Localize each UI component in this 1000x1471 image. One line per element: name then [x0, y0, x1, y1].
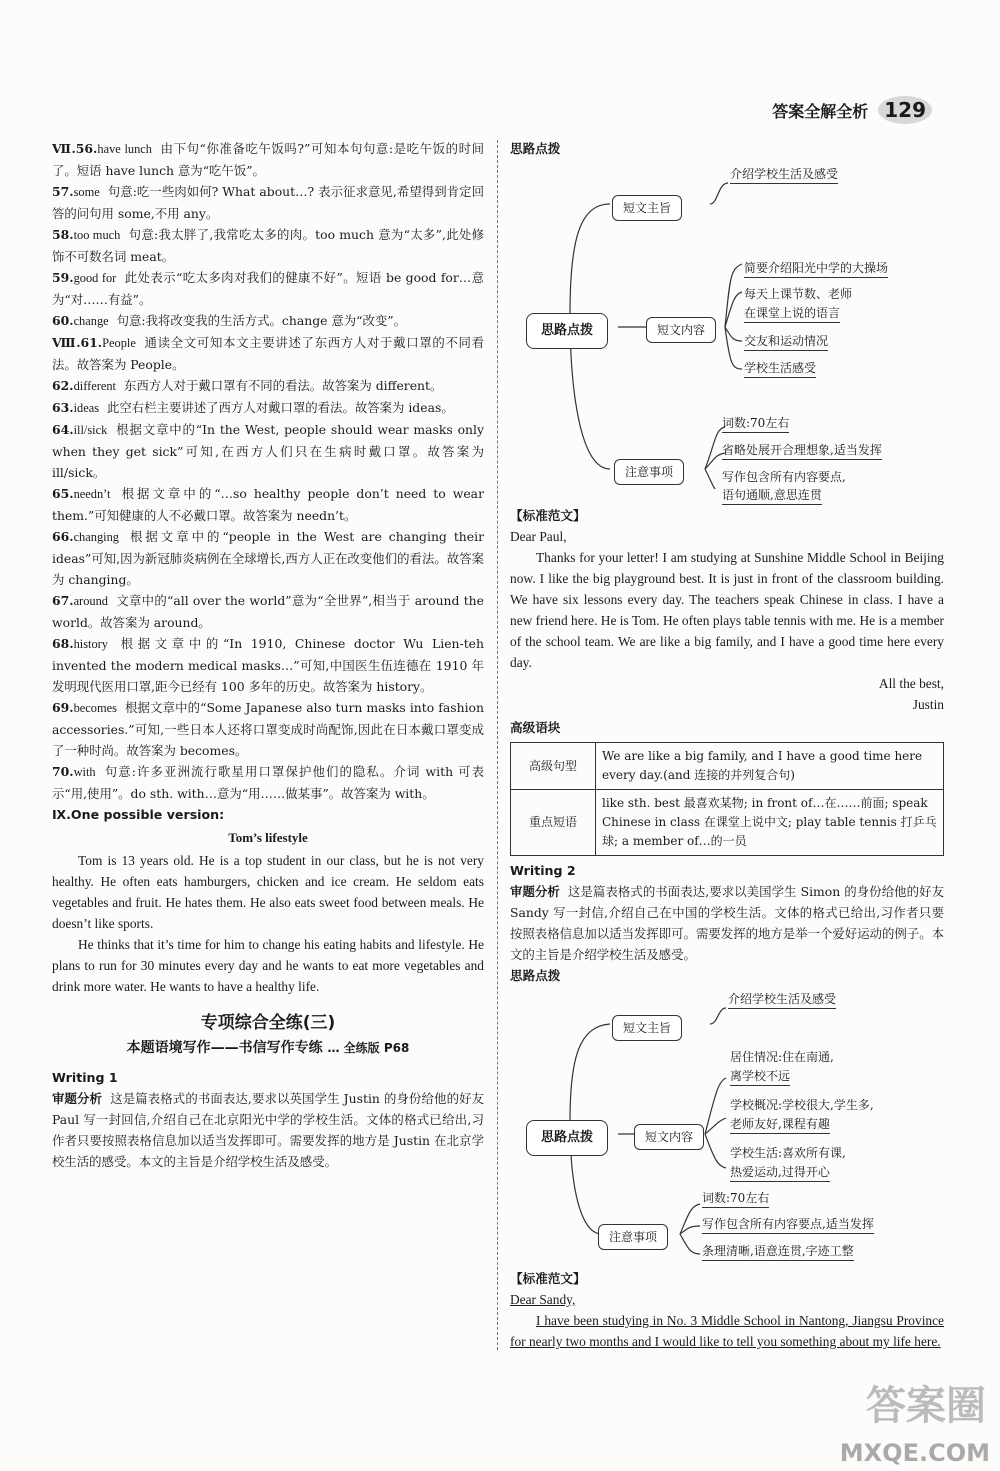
- mindmap1-leaf: 省略处展开合理想象,适当发挥: [722, 441, 882, 460]
- letter1-signature: Justin: [912, 697, 944, 712]
- answer-explanation: 文章中的“all over the world”意为“全世界”,相当于 around the world。故答案为 around。: [52, 593, 484, 630]
- mindmap1-leaf: 每天上课节数、老师: [744, 287, 853, 301]
- answer-number: 57.: [52, 184, 74, 199]
- answer-number: Ⅷ.61.: [52, 335, 103, 350]
- answer-word: with: [73, 765, 96, 779]
- letter2: [510, 1289, 944, 1352]
- answer-number: 60.: [52, 313, 74, 328]
- answer-explanation: 句意:我将改变我的生活方式。change 意为“改变”。: [116, 313, 407, 328]
- answer-explanation: 根据文章中的“…so healthy people don’t need to wear them.”可知健康的人不必戴口罩。故答案为 needn’t。: [52, 486, 484, 523]
- mindmap1-leaf: 介绍学校生活及感受: [730, 165, 838, 184]
- watermark-logo: 答案圈: [866, 1383, 986, 1429]
- right-column: [510, 138, 944, 1352]
- answer-word: some: [73, 185, 100, 199]
- answer-item: [52, 332, 484, 375]
- answer-item: [52, 697, 484, 761]
- mindmap1-leaf: 词数:70左右: [722, 414, 789, 433]
- analysis-label: 审题分析: [52, 1091, 103, 1106]
- answer-word: good for: [73, 271, 117, 285]
- answer-word: needn’t: [73, 487, 111, 501]
- answer-item: [52, 526, 484, 590]
- answer-explanation: 根据文章中的“In 1910, Chinese doctor Wu Lien-teh invented the modern medical masks…”可知,中国医生伍连德在 1910 年发明现代医用口罩,距今已经有 100 多年的历史。故答案为 history。: [52, 636, 484, 694]
- answer-item: [52, 310, 484, 332]
- writing2-title: Writing 2: [510, 863, 576, 878]
- analysis-text: 这是篇表格式的书面表达,要求以英国学生 Justin 的身份给他的好友 Paul 写一封回信,介绍自己在北京阳光中学的学校生活。文体的格式已给出,习作者只要按照表格信息加以适当发挥即可。需要发挥的地方是 Justin 在北京学校生活的感受。本文的主旨是介绍学校生活及感受。: [52, 1091, 484, 1169]
- mindmap2-leaf: 学校生活:喜欢所有课,: [730, 1146, 846, 1160]
- mindmap2-leaf: 条理清晰,语意连贯,字迹工整: [702, 1242, 854, 1261]
- mindmap1-leaf: 在课堂上说的语言: [744, 304, 840, 323]
- answer-word: ill/sick: [73, 423, 108, 437]
- answer-item: [52, 138, 484, 181]
- answer-item: [52, 483, 484, 526]
- section-reference: … 全练版 P68: [327, 1041, 410, 1055]
- letter2-body: I have been studying in No. 3 Middle School in Nantong, Jiangsu Province for nearly two months and I would like to tell you something about my life here.: [510, 1313, 944, 1349]
- model-essay2-label: 【标准范文】: [510, 1271, 586, 1286]
- mindmap2-branch-theme: 短文主旨: [612, 1015, 682, 1041]
- header-title: 答案全解全析: [772, 101, 869, 121]
- advanced-phrases-label: 高级语块: [510, 720, 561, 735]
- answer-word: changing: [73, 530, 119, 544]
- essay-title: Tom’s lifestyle: [228, 830, 308, 845]
- answer-number: 69.: [52, 700, 74, 715]
- mindmap1-leaf: 写作包含所有内容要点,: [722, 470, 846, 484]
- answer-explanation: 根据文章中的“In the West, people should wear masks only when they get sick”可知,在西方人们只在生病时戴口罩。故答案为 ill/sick。: [52, 422, 484, 480]
- answer-item: [52, 419, 484, 483]
- letter1: [510, 526, 944, 715]
- answer-number: Ⅶ.56.: [52, 141, 98, 156]
- answer-word: have lunch: [97, 142, 152, 156]
- answer-explanation: 句意:许多亚洲流行歌星用口罩保护他们的隐私。介词 with 可表示“用,使用”。do sth. with…意为“用……做某事”。故答案为 with。: [52, 764, 484, 801]
- essay-body: [52, 850, 484, 997]
- essay-paragraph: He thinks that it’s time for him to change his eating habits and lifestyle. He plans to run for 30 minutes every day and he wants to eat more vegetables and drink more water. He wants to have a healthy life.: [52, 937, 484, 994]
- mindmap2-leaf: 词数:70左右: [702, 1189, 769, 1208]
- answer-explanation: 句意:我太胖了,我常吃太多的肉。too much 意为“太多”,此处修饰不可数名词 meat。: [52, 227, 484, 264]
- mindmap1-leaf: 语句通顺,意思连贯: [722, 486, 822, 505]
- letter1-body: Thanks for your letter! I am studying at Sunshine Middle School in Beijing now. I like the big playground best. It is just in front of the classroom building. We have six lessons every day. The teachers speak Chinese in class. I have a new friend here. He is Tom. He often plays table tennis with me. He is a member of the school team. We are like a big family, and I have a good time here every day.: [510, 550, 944, 670]
- analysis-label: 审题分析: [510, 884, 560, 899]
- page-header: [772, 96, 932, 124]
- mindmap1-leaf: 交友和运动情况: [744, 332, 828, 351]
- answer-item: [52, 397, 484, 419]
- answer-number: 70.: [52, 764, 74, 779]
- answer-explanation: 由下句“你准备吃午饭吗?”可知本句句意:是吃午饭的时间了。短语 have lunch 意为“吃午饭”。: [52, 141, 485, 178]
- mindmap2-leaf: 老师友好,课程有趣: [730, 1115, 830, 1134]
- letter1-greeting: Dear Paul,: [510, 529, 567, 544]
- answer-explanation: 此空右栏主要讲述了西方人对戴口罩的看法。故答案为 ideas。: [107, 400, 454, 415]
- answer-number: 68.: [52, 636, 74, 651]
- analysis-text: 这是篇表格式的书面表达,要求以美国学生 Simon 的身份给他的好友 Sandy 写一封信,介绍自己在中国的学校生活。文体的格式已给出,习作者只要按照表格信息加以适当发挥即可。需要发挥的地方是举一个爱好运动的例子。本文的主旨是介绍学校生活及感受。: [510, 884, 944, 962]
- writing2-analysis: [510, 881, 944, 965]
- writing1-analysis: [52, 1088, 484, 1172]
- answer-item: [52, 633, 484, 697]
- mindmap2-leaf: 离学校不远: [730, 1067, 790, 1086]
- left-column: [52, 138, 484, 1172]
- table-header-cell: 重点短语: [511, 790, 596, 856]
- answer-word: too much: [73, 228, 121, 242]
- section-title: 专项综合全练(三): [200, 1013, 336, 1033]
- mindmap1-root: 思路点拨: [526, 313, 608, 349]
- watermark-text: MXQE.COM: [839, 1439, 990, 1467]
- mindmap1-branch-content: 短文内容: [646, 317, 716, 343]
- mindmap2-leaf: 写作包含所有内容要点,适当发挥: [702, 1215, 874, 1234]
- answer-number: 66.: [52, 529, 74, 544]
- mindmap1-branch-notes: 注意事项: [614, 459, 684, 485]
- writing1-title: Writing 1: [52, 1070, 118, 1085]
- mindmap2-branch-content: 短文内容: [634, 1124, 704, 1150]
- answer-number: 65.: [52, 486, 74, 501]
- answer-explanation: 根据文章中的“Some Japanese also turn masks into fashion accessories.”可知,一些日本人还将口罩变成时尚配饰,因此在日本戴口罩变成了一种时尚。故答案为 becomes。: [52, 700, 484, 758]
- answer-item: [52, 375, 484, 397]
- essay-paragraph: Tom is 13 years old. He is a top student in our class, but he is not very healthy. He often eats hamburgers, chicken and ice cream. He seldom eats vegetables and fruit. He hates them. He also eats sweet food between meals. He doesn’t like sports.: [52, 853, 484, 931]
- answer-item: [52, 224, 484, 267]
- answer-item: [52, 590, 484, 633]
- table-row: [511, 790, 944, 856]
- mindmap1-leaf: 简要介绍阳光中学的大操场: [744, 259, 888, 278]
- mindmap2-leaf: 介绍学校生活及感受: [728, 990, 836, 1009]
- answer-explanation: 根据文章中的“people in the West are changing their ideas”可知,因为新冠肺炎病例在全球增长,西方人正在改变他们的看法。故答案为 changing。: [52, 529, 484, 587]
- mindmap1-leaf: 学校生活感受: [744, 359, 816, 378]
- advanced-phrases-table: [510, 742, 944, 856]
- mindmap2-leaf: 居住情况:住在南通,: [730, 1050, 834, 1064]
- table-cell: We are like a big family, and I have a good time here every day.(and 连接的并列复合句): [596, 743, 944, 790]
- column-divider: [497, 140, 498, 1350]
- mindmap1-label: 思路点拨: [510, 141, 561, 156]
- table-row: [511, 743, 944, 790]
- mindmap2-root: 思路点拨: [526, 1120, 608, 1156]
- mindmap-writing2: [510, 986, 944, 1256]
- answer-number: 67.: [52, 593, 74, 608]
- answer-word: history: [73, 637, 108, 651]
- answer-word: different: [73, 379, 116, 393]
- answer-explanation: 此处表示“吃太多肉对我们的健康不好”。短语 be good for…意为“对……有益”。: [52, 270, 484, 307]
- mindmap1-branch-theme: 短文主旨: [612, 195, 682, 221]
- table-cell: like sth. best 最喜欢某物; in front of…在……前面; speak Chinese in class 在课堂上说中文; play table tennis 打乒乓球; a member of…的一员: [596, 790, 944, 856]
- answer-word: becomes: [73, 701, 117, 715]
- answer-number: 63.: [52, 400, 74, 415]
- section-subtitle: [52, 1038, 484, 1059]
- letter2-greeting: Dear Sandy,: [510, 1292, 576, 1307]
- answer-item: [52, 761, 484, 804]
- section-subtitle-text: 本题语境写作——书信写作专练: [126, 1040, 323, 1056]
- answer-word: People: [102, 336, 136, 350]
- answer-number: 58.: [52, 227, 74, 242]
- answer-word: ideas: [73, 401, 100, 415]
- answer-list: [52, 138, 484, 804]
- mindmap-writing1: [510, 159, 944, 502]
- answer-word: change: [73, 314, 109, 328]
- mindmap2-leaf: 热爱运动,过得开心: [730, 1163, 830, 1182]
- model-essay-label: 【标准范文】: [510, 508, 586, 523]
- answer-item: [52, 267, 484, 310]
- answer-number: 64.: [52, 422, 74, 437]
- answer-number: 62.: [52, 378, 74, 393]
- answer-item: [52, 181, 484, 224]
- mindmap2-label: 思路点拨: [510, 968, 561, 983]
- mindmap2-branch-notes: 注意事项: [598, 1224, 668, 1250]
- answer-number: 59.: [52, 270, 74, 285]
- mindmap2-leaf: 学校概况:学校很大,学生多,: [730, 1098, 874, 1112]
- answer-explanation: 句意:吃一些肉如何? What about…? 表示征求意见,希望得到肯定回答的问句用 some,不用 any。: [52, 184, 484, 221]
- answer-explanation: 东西方人对于戴口罩有不同的看法。故答案为 different。: [124, 378, 443, 393]
- letter1-closing: All the best,: [878, 676, 944, 691]
- ix-label: Ⅸ.One possible version:: [52, 807, 225, 822]
- answer-explanation: 通读全文可知本文主要讲述了东西方人对于戴口罩的不同看法。故答案为 People。: [52, 335, 484, 372]
- table-header-cell: 高级句型: [511, 743, 596, 790]
- page-number: 129: [878, 96, 932, 124]
- answer-word: around: [73, 594, 108, 608]
